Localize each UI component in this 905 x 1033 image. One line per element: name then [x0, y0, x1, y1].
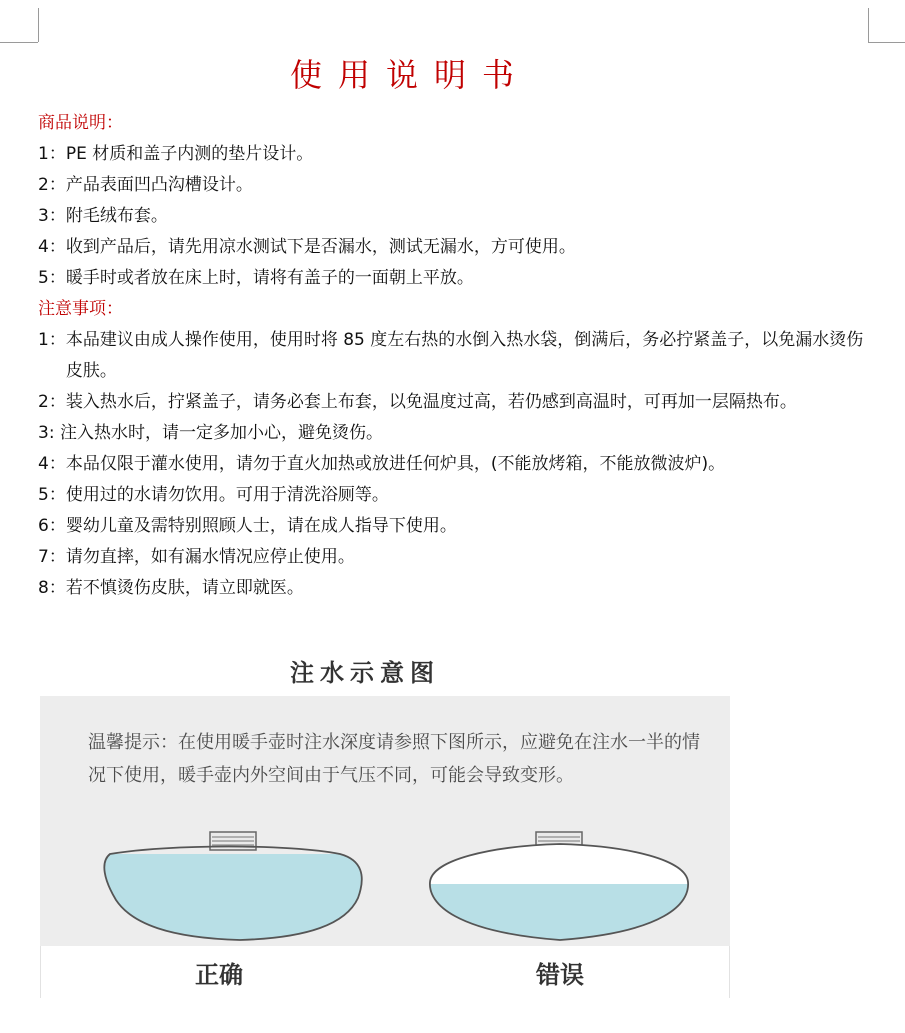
filling-diagram	[40, 820, 730, 946]
item-number: 8：	[38, 578, 66, 598]
list-item	[38, 511, 873, 542]
list-item	[38, 263, 873, 294]
list-item	[38, 418, 873, 449]
item-text: 收到产品后，请先用凉水测试下是否漏水，测试无漏水，方可使用。	[65, 237, 576, 257]
corner-mark-top-left	[0, 42, 38, 43]
list-item	[38, 573, 873, 604]
correct-bottle	[100, 832, 370, 944]
item-number: 2：	[38, 392, 66, 412]
corner-mark-top-left-vertical	[38, 8, 39, 42]
list-item	[38, 170, 873, 201]
corner-mark-top-right-vertical	[868, 8, 869, 42]
diagram-title: 注水示意图	[290, 659, 440, 687]
list-item	[38, 325, 873, 387]
document-body	[38, 108, 873, 604]
diagram-label-strip	[40, 946, 730, 998]
wrong-bottle	[420, 832, 700, 944]
item-number: 4：	[38, 237, 66, 257]
item-number: 3:	[38, 423, 60, 443]
item-text: 本品仅限于灌水使用，请勿于直火加热或放进任何炉具，(不能放烤箱，不能放微波炉)。	[65, 454, 726, 474]
item-text: 附毛绒布套。	[65, 206, 168, 226]
item-text: 注入热水时，请一定多加小心，避免烫伤。	[59, 423, 383, 443]
list-item	[38, 480, 873, 511]
item-number: 3：	[38, 206, 66, 226]
list-item	[38, 542, 873, 573]
list-item	[38, 387, 873, 418]
item-text: 本品建议由成人操作使用，使用时将 85 度左右热的水倒入热水袋，倒满后，务必拧紧盖子，以免漏水烫伤皮肤。	[65, 330, 864, 381]
item-number: 5：	[38, 268, 66, 288]
item-number: 7：	[38, 547, 66, 567]
notice-section-heading: 注意事项：	[38, 299, 123, 319]
item-text: 产品表面凹凸沟槽设计。	[65, 175, 253, 195]
item-number: 1：	[38, 330, 66, 350]
item-text: 暖手时或者放在床上时，请将有盖子的一面朝上平放。	[65, 268, 474, 288]
item-number: 5：	[38, 485, 66, 505]
item-number: 6：	[38, 516, 66, 536]
item-number: 4：	[38, 454, 66, 474]
warm-tip-text: 温馨提示：在使用暖手壶时注水深度请参照下图所示，应避免在注水一半的情况下使用，暖手壶内外空间由于气压不同，可能会导致变形。	[88, 732, 700, 786]
notice-list	[38, 325, 873, 604]
item-number: 2：	[38, 175, 66, 195]
product-list	[38, 139, 873, 294]
item-text: PE 材质和盖子内测的垫片设计。	[65, 144, 314, 164]
water-fill-half	[420, 884, 700, 944]
corner-mark-top-right	[868, 42, 905, 43]
item-text: 使用过的水请勿饮用。可用于清洗浴厕等。	[65, 485, 389, 505]
list-item	[38, 232, 873, 263]
item-number: 1：	[38, 144, 66, 164]
list-item	[38, 139, 873, 170]
item-text: 请勿直摔，如有漏水情况应停止使用。	[65, 547, 355, 567]
product-section-heading: 商品说明：	[38, 113, 123, 133]
wrong-label: 错误	[536, 961, 584, 989]
item-text: 若不慎烫伤皮肤，请立即就医。	[65, 578, 304, 598]
water-fill-full	[100, 854, 370, 944]
item-text: 装入热水后，拧紧盖子，请务必套上布套，以免温度过高，若仍感到高温时，可再加一层隔热布。	[65, 392, 797, 412]
list-item	[38, 449, 873, 480]
correct-label: 正确	[195, 961, 243, 989]
list-item	[38, 201, 873, 232]
item-text: 婴幼儿童及需特别照顾人士，请在成人指导下使用。	[65, 516, 457, 536]
document-title: 使用说明书	[289, 56, 530, 94]
